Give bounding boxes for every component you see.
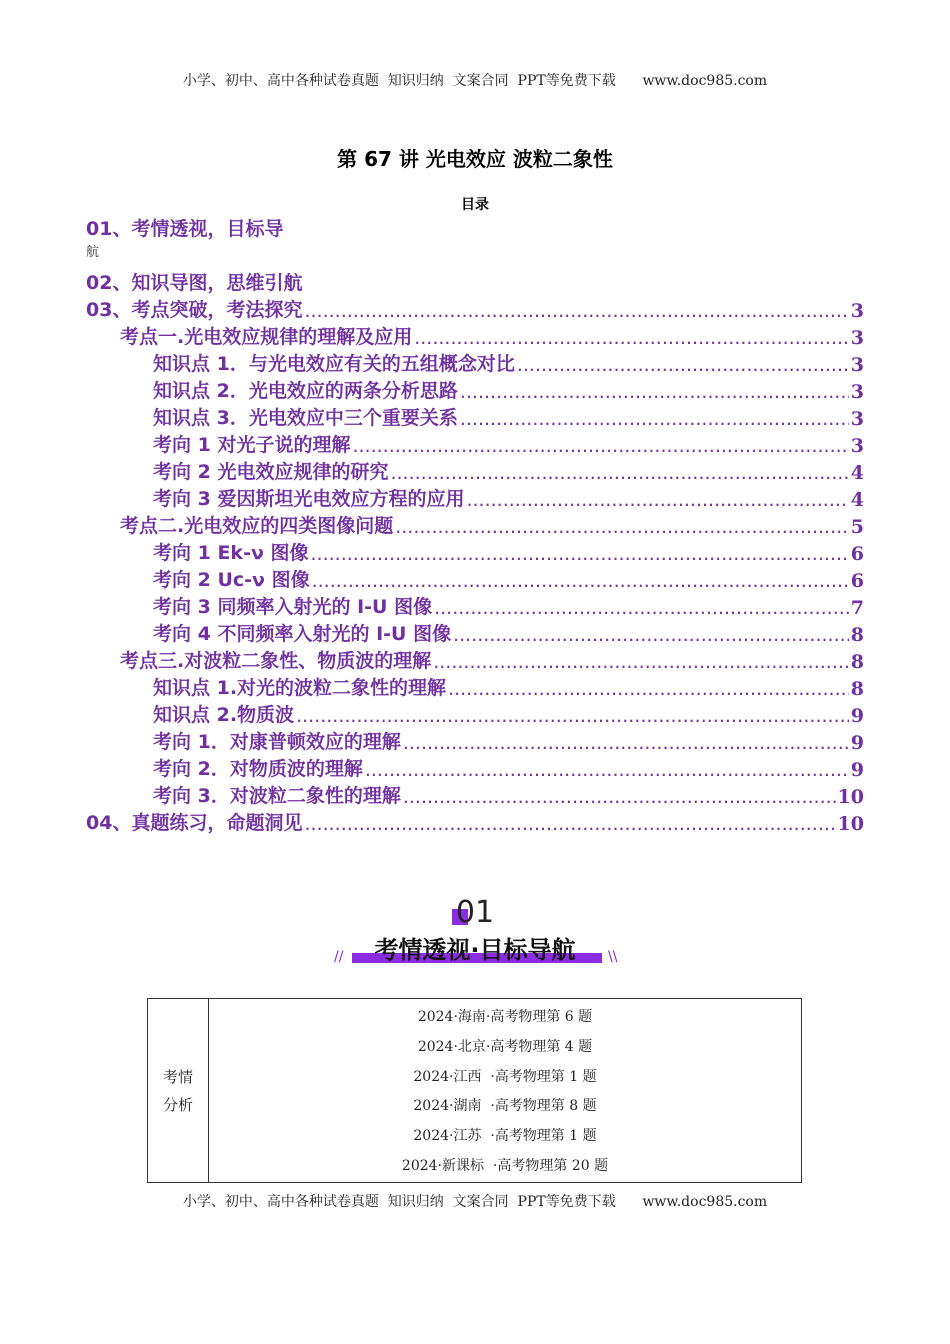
toc-entry-label: 考向 2．对物质波的理解	[153, 758, 363, 780]
toc-entry[interactable]	[86, 781, 864, 808]
toc-entry[interactable]	[86, 349, 864, 376]
document-title: 第 67 讲 光电效应 波粒二象性	[337, 147, 613, 171]
toc-entry-label: 考点二.光电效应的四类图像问题	[120, 515, 394, 537]
toc-entry-page: 3	[850, 408, 864, 430]
exam-source-row: 2024·湖南 ·高考物理第 8 题	[413, 1098, 597, 1115]
toc-entry-page: 3	[850, 300, 864, 322]
toc-entry-page: 8	[850, 651, 864, 673]
toc-leader-dots	[312, 570, 849, 592]
toc-entry-label: 知识点 1．与光电效应有关的五组概念对比	[153, 353, 515, 375]
exam-source-row: 2024·江西 ·高考物理第 1 题	[413, 1068, 597, 1085]
toc-leader-dots	[390, 462, 848, 484]
page-footer: 小学、初中、高中各种试卷真题 知识归纳 文案合同 PPT等免费下载 www.doc985.com	[182, 1194, 768, 1210]
toc-entry[interactable]	[86, 511, 864, 538]
toc-heading: 目录	[461, 197, 489, 213]
toc-entry-label: 考向 3．对波粒二象性的理解	[153, 785, 401, 807]
toc-entry[interactable]	[86, 673, 864, 700]
toc-entry-label: 知识点 1.对光的波粒二象性的理解	[153, 677, 447, 699]
toc-entry-page: 4	[850, 489, 864, 511]
toc-entry-page: 4	[850, 462, 864, 484]
toc-entry-page: 6	[850, 543, 864, 565]
toc-entry-page: 6	[850, 570, 864, 592]
toc-entry-label: 知识点 2．光电效应的两条分析思路	[153, 380, 458, 402]
toc-entry[interactable]	[86, 700, 864, 727]
toc-entry[interactable]	[86, 295, 864, 322]
toc-leader-dots	[460, 381, 849, 403]
toc-entry-01-wrap: 航	[86, 245, 100, 260]
toc-leader-dots	[304, 300, 848, 322]
exam-analysis-table	[147, 998, 802, 1183]
table-left-cell	[148, 999, 209, 1182]
toc-entry-page: 5	[850, 516, 864, 538]
toc-entry-page: 10	[837, 786, 864, 808]
toc-leader-dots	[395, 516, 849, 538]
toc-leader-dots	[433, 651, 849, 673]
toc-leader-dots	[365, 759, 849, 781]
toc-entry[interactable]	[86, 808, 864, 835]
toc-entry-label: 考向 1 Ek-ν 图像	[153, 542, 309, 564]
toc-entry-page: 8	[850, 678, 864, 700]
table-of-contents	[86, 268, 864, 835]
toc-leader-dots	[448, 678, 849, 700]
toc-leader-dots	[466, 489, 848, 511]
toc-entry[interactable]	[86, 619, 864, 646]
toc-entry-page: 9	[850, 705, 864, 727]
toc-entry-label: 知识点 2.物质波	[153, 704, 295, 726]
toc-entry-label: 考向 2 Uc-ν 图像	[153, 569, 310, 591]
toc-entry-page: 10	[837, 813, 864, 835]
table-left-line1: 考情	[162, 1067, 193, 1086]
table-left-line2: 分析	[162, 1095, 193, 1114]
toc-entry-page: 3	[850, 354, 864, 376]
banner-slashes-right: \\	[608, 949, 618, 965]
toc-entry[interactable]	[86, 322, 864, 349]
toc-entry[interactable]	[86, 268, 864, 295]
toc-entry[interactable]	[86, 457, 864, 484]
toc-entry[interactable]	[86, 403, 864, 430]
toc-entry-page: 3	[850, 327, 864, 349]
toc-entry[interactable]	[86, 376, 864, 403]
toc-entry-label: 03、考点突破，考法探究	[86, 299, 303, 321]
toc-leader-dots	[414, 327, 849, 349]
toc-leader-dots	[453, 624, 849, 646]
toc-entry[interactable]	[86, 646, 864, 673]
toc-entry-label: 考向 3 爱因斯坦光电效应方程的应用	[153, 488, 465, 510]
toc-entry-page: 3	[850, 435, 864, 457]
toc-entry-label: 考向 1．对康普顿效应的理解	[153, 731, 401, 753]
toc-entry-01[interactable]: 01、考情透视，目标导	[86, 218, 284, 240]
banner-text: 考情透视·目标导航	[374, 936, 576, 964]
toc-entry[interactable]	[86, 430, 864, 457]
toc-entry-page: 9	[850, 732, 864, 754]
toc-entry-label: 考向 4 不同频率入射光的 I-U 图像	[153, 623, 452, 645]
toc-entry-page: 8	[850, 624, 864, 646]
toc-entry[interactable]	[86, 484, 864, 511]
section-banner	[320, 895, 630, 975]
toc-leader-dots	[296, 705, 849, 727]
exam-source-row: 2024·北京·高考物理第 4 题	[417, 1038, 593, 1055]
page-header: 小学、初中、高中各种试卷真题 知识归纳 文案合同 PPT等免费下载 www.doc985.com	[182, 73, 768, 89]
exam-source-row: 2024·新课标 ·高考物理第 20 题	[401, 1158, 609, 1175]
exam-source-row: 2024·江苏 ·高考物理第 1 题	[413, 1128, 597, 1145]
toc-leader-dots	[434, 597, 849, 619]
toc-entry-label: 考点三.对波粒二象性、物质波的理解	[120, 650, 432, 672]
toc-leader-dots	[304, 813, 835, 835]
toc-leader-dots	[311, 543, 849, 565]
toc-leader-dots	[517, 354, 849, 376]
toc-entry-label: 02、知识导图，思维引航	[86, 272, 303, 294]
toc-entry[interactable]	[86, 565, 864, 592]
toc-entry-label: 考点一.光电效应规律的理解及应用	[120, 326, 413, 348]
exam-source-row: 2024·海南·高考物理第 6 题	[417, 1008, 593, 1025]
toc-entry[interactable]	[86, 754, 864, 781]
table-right-cell	[209, 999, 801, 1182]
toc-leader-dots	[403, 732, 849, 754]
toc-entry-label: 04、真题练习，命题洞见	[86, 812, 303, 834]
toc-entry-label: 考向 1 对光子说的理解	[153, 434, 351, 456]
toc-leader-dots	[460, 408, 849, 430]
toc-entry-page: 7	[850, 597, 864, 619]
toc-entry[interactable]	[86, 538, 864, 565]
toc-leader-dots	[352, 435, 848, 457]
banner-slashes-left: //	[334, 949, 344, 965]
toc-entry[interactable]	[86, 727, 864, 754]
toc-entry-label: 考向 2 光电效应规律的研究	[153, 461, 389, 483]
toc-leader-dots	[403, 786, 836, 808]
toc-entry[interactable]	[86, 592, 864, 619]
toc-entry-page: 3	[850, 381, 864, 403]
toc-entry-label: 考向 3 同频率入射光的 I-U 图像	[153, 596, 433, 618]
toc-entry-page: 9	[850, 759, 864, 781]
banner-number: 01	[455, 895, 495, 930]
toc-entry-label: 知识点 3．光电效应中三个重要关系	[153, 407, 458, 429]
